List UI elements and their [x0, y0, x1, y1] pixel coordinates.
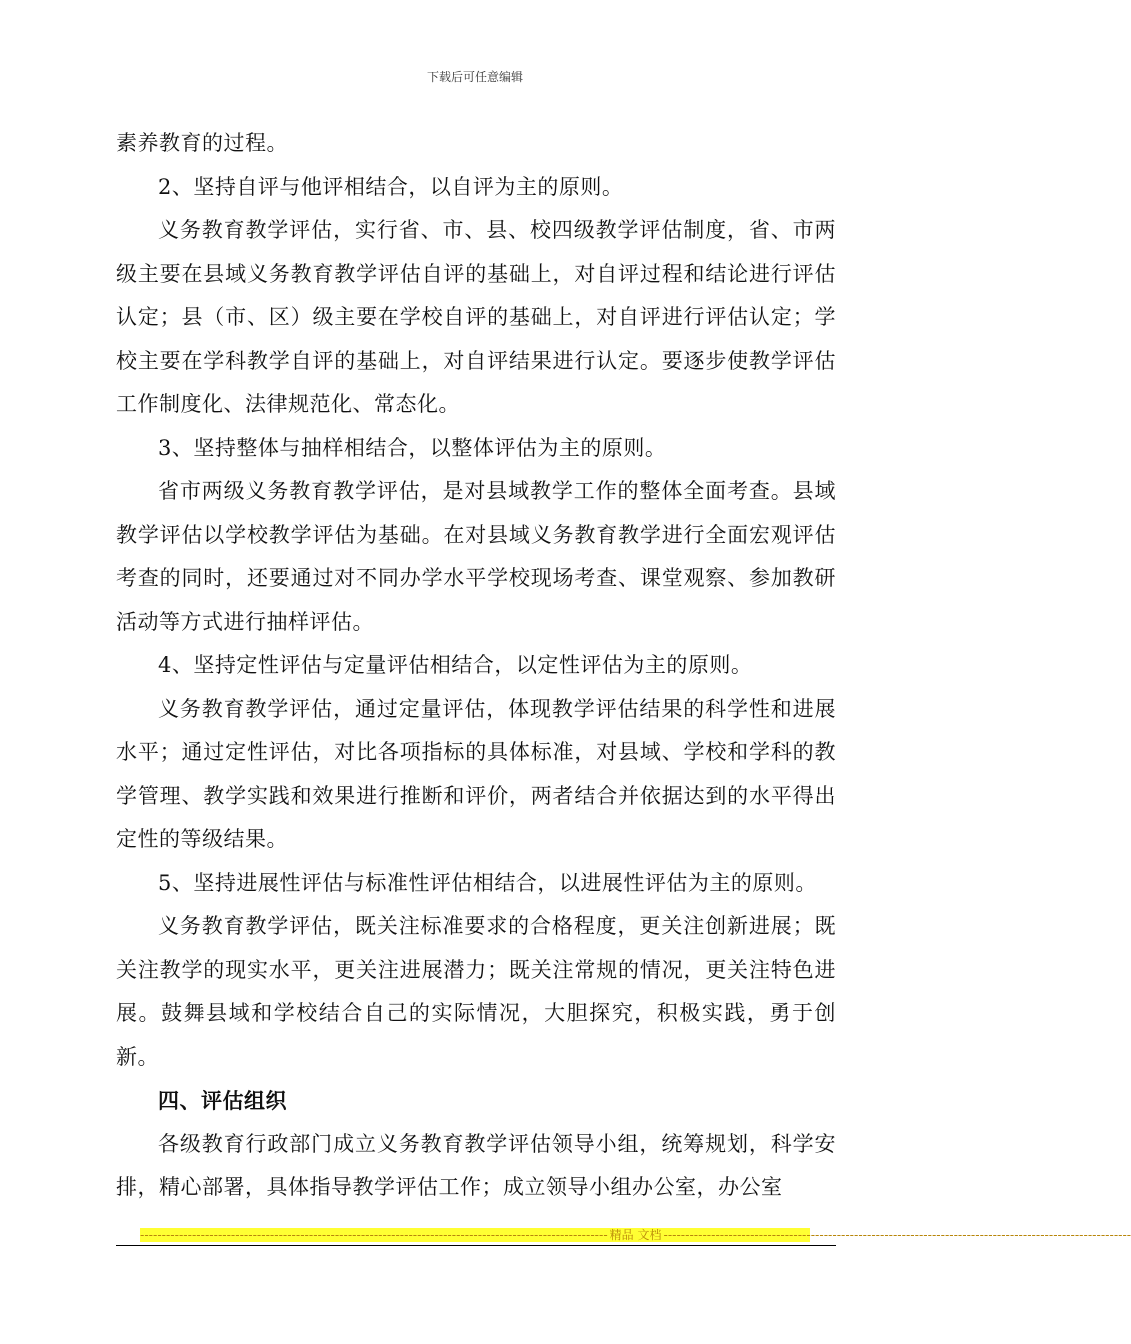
- body-paragraph: 素养教育的过程。: [116, 131, 288, 155]
- footer-right-dashes: ------------------------------------------------------------------------------------------------------------: [663, 1228, 1131, 1242]
- body-paragraph: 各级教育行政部门成立义务教育教学评估领导小组，统筹规划，科学安排，精心部署，具体指导教学评估工作；成立领导小组办公室，办公室: [116, 1131, 836, 1199]
- footer-divider: [116, 1245, 836, 1246]
- section-heading: 四、评估组织: [158, 1088, 287, 1113]
- body-paragraph: 义务教育教学评估，实行省、市、县、校四级教学评估制度，省、市两级主要在县域义务教育教学评估自评的基础上，对自评过程和结论进行评估认定；县（市、区）级主要在学校自评的基础上，对自评进行评估认定；学校主要在学科教学自评的基础上，对自评结果进行认定。要逐步使教学评估工作制度化、法律规范化、常态化。: [116, 218, 836, 416]
- body-paragraph: 4、坚持定性评估与定量评估相结合，以定性评估为主的原则。: [158, 653, 753, 677]
- footer-banner: [140, 1228, 1131, 1242]
- body-paragraph: 省市两级义务教育教学评估，是对县域教学工作的整体全面考查。县域教学评估以学校教学评估为基础。在对县域义务教育教学进行全面宏观评估考查的同时，还要通过对不同办学水平学校现场考查、课堂观察、参加教研活动等方式进行抽样评估。: [116, 479, 836, 634]
- body-paragraph: 5、坚持进展性评估与标准性评估相结合，以进展性评估为主的原则。: [158, 870, 817, 895]
- body-paragraph: 3、坚持整体与抽样相结合，以整体评估为主的原则。: [158, 435, 667, 460]
- document-body: [116, 122, 836, 1210]
- body-paragraph: 义务教育教学评估，通过定量评估，体现教学评估结果的科学性和进展水平；通过定性评估，对比各项指标的具体标准，对县域、学校和学科的教学管理、教学实践和效果进行推断和评价，两者结合并依据达到的水平得出定性的等级结果。: [116, 696, 836, 851]
- footer-left-dashes: ------------------------------------------------------------------------------------------------------------: [140, 1228, 608, 1242]
- page-header-note: 下载后可任意编辑: [426, 70, 523, 84]
- body-paragraph: 2、坚持自评与他评相结合，以自评为主的原则。: [158, 174, 624, 199]
- footer-label: 精品 文档: [609, 1228, 662, 1242]
- body-paragraph: 义务教育教学评估，既关注标准要求的合格程度，更关注创新进展；既关注教学的现实水平，更关注进展潜力；既关注常规的情况，更关注特色进展。鼓舞县域和学校结合自己的实际情况，大胆探究，积极实践，勇于创新。: [116, 914, 836, 1069]
